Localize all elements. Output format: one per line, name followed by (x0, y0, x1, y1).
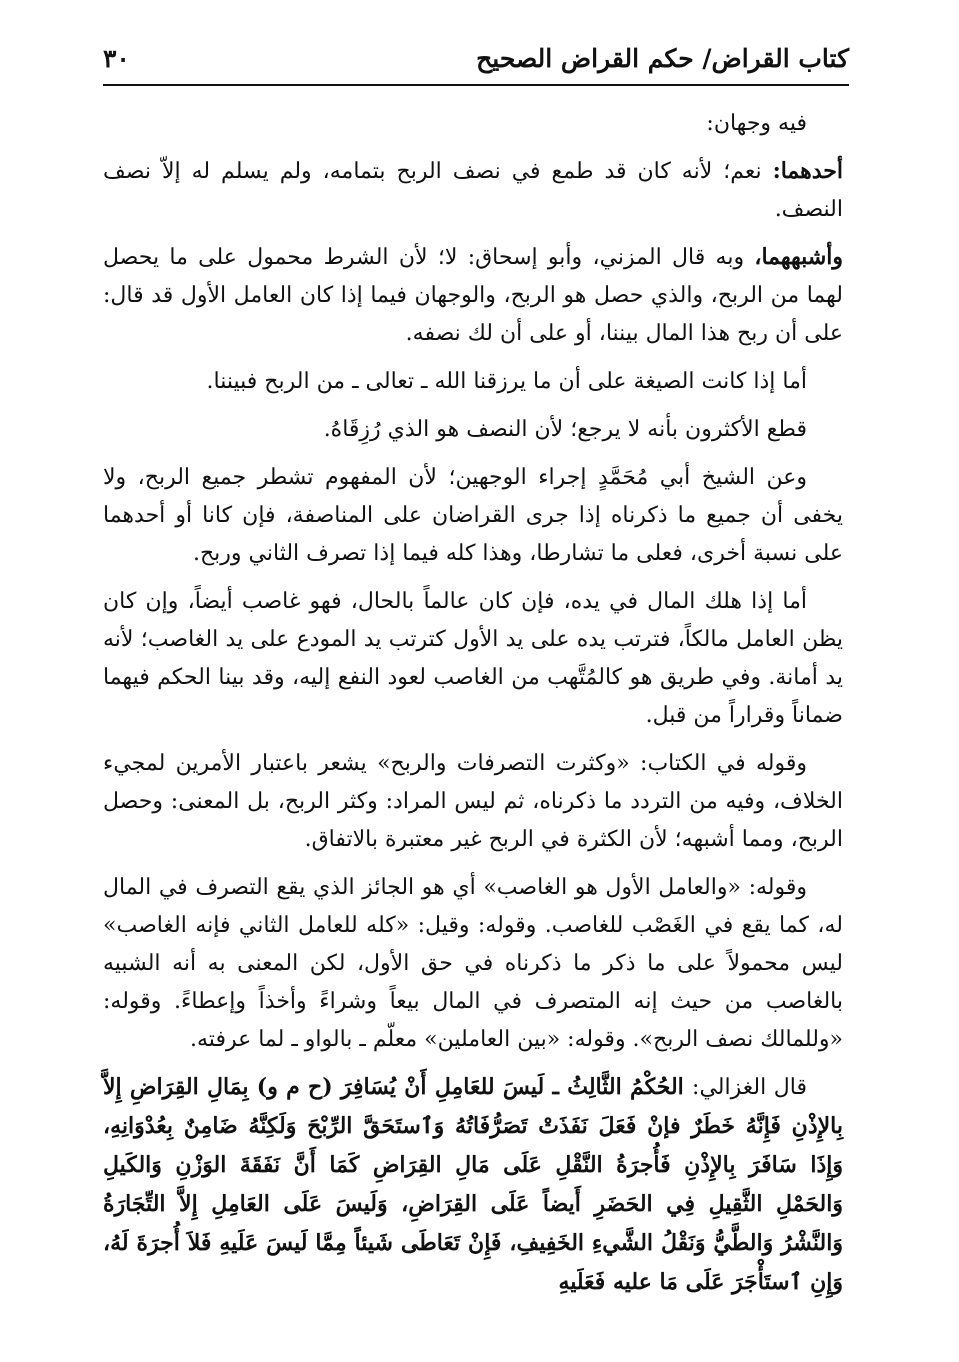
paragraph-3 (103, 238, 843, 353)
paragraph-text: أما إذا هلك المال في يده، فإن كان عالماً بالحال، فهو غاصب أيضاً، وإن كان يظن العامل مالكاً، فترتب يده على يد الأول كترتب يد المودع على يد الغاصب؛ لأنه يد أمانة. وفي طريق هو كالمُتَّهب من الغاصب لعود النفع إليه، وقد بينا الحكم فيهما ضماناً وقراراً من قبل. (103, 589, 843, 728)
paragraph-lead: أحدهما: (772, 158, 843, 184)
paragraph-8 (103, 744, 843, 859)
paragraph-4 (103, 362, 843, 401)
header-divider (103, 84, 849, 86)
paragraph-1 (103, 104, 843, 143)
paragraph-text: وعن الشيخ أبي مُحَمَّدٍ إجراء الوجهين؛ لأن المفهوم تشطر جميع الربح، ولا يخفى أن جميع ما ذكرناه إذا جرى القراضان على المناصفة، فإن كانا أو أحدهما على نسبة أخرى، فعلى ما تشارطا، وهذا كله فيما إذا تصرف الثاني وربح. (103, 465, 843, 566)
paragraph-lead: وأشبههما، (754, 244, 843, 270)
running-title: كتاب القراض/ حكم القراض الصحيح (476, 43, 849, 73)
paragraph-text: وبه قال المزني، وأبو إسحاق: لا؛ لأن الشرط محمول على ما يحصل لهما من الربح، والذي حصل هو الربح، والوجهان فيما إذا كان العامل الأول قد قال: على أن ربح هذا المال بيننا، أو على أن لك نصفه. (103, 245, 843, 346)
paragraph-text: وقوله: «والعامل الأول هو الغاصب» أي هو الجائز الذي يقع التصرف في المال له، كما يقع في الغَصْب للغاصب. وقوله: وقيل: «كله للعامل الثاني فإنه الغاصب» ليس محمولاً على ما ذكر ما ذكرناه في حق الأول، لكن المعنى به أنه الشبيه بالغاصب من حيث إنه المتصرف في المال بيعاً وشراءً وأخذاً وإعطاءً. وقوله: «وللمالك نصف الربح». وقوله: «بين العاملين» معلّم ـ بالواو ـ لما عرفته. (103, 875, 843, 1052)
paragraph-lead: قال الغزالي: (692, 1075, 807, 1100)
paragraph-2 (103, 152, 843, 229)
paragraph-7 (103, 582, 843, 735)
paragraph-10-matn (103, 1068, 843, 1302)
page-number: ٣٠ (103, 43, 130, 73)
paragraph-text: فيه وجهان: (706, 111, 807, 136)
paragraph-6 (103, 458, 843, 573)
paragraph-text: وقوله في الكتاب: «وكثرت التصرفات والربح» يشعر باعتبار الأمرين لمجيء الخلاف، وفيه من التردد ما ذكرناه، ثم ليس المراد: وكثر الربح، بل المعنى: وحصل الربح، ومما أشبهه؛ لأن الكثرة في الربح غير معتبرة بالاتفاق. (103, 751, 843, 852)
paragraph-text: قطع الأكثرون بأنه لا يرجع؛ لأن النصف هو الذي رُزِقَاهُ. (323, 417, 807, 442)
paragraph-text: أما إذا كانت الصيغة على أن ما يرزقنا الله ـ تعالى ـ من الربح فبيننا. (206, 369, 807, 394)
page-header (103, 34, 849, 82)
paragraph-5 (103, 410, 843, 449)
paragraph-9 (103, 868, 843, 1059)
paragraph-text: نعم؛ لأنه كان قد طمع في نصف الربح بتمامه، ولم يسلم له إلاّ نصف النصف. (103, 159, 843, 222)
page-body (103, 104, 843, 1311)
matn-text: الحُكْمُ الثَّالِثُ ـ لَيسَ للعَامِلِ أَنْ يُسَافِرَ (ح م و) بِمَالِ القِرَاضِ إِلاَّ بِالإِذْنِ فَإِنَّهُ خَطَرٌ فإنْ فَعَلَ نَفَذَتْ تَصَرُّفَاتُهُ وَٱستَحَقَّ الرِّبْحَ وَلَكِنَّهُ ضَامِنٌ بِعُدْوَانِهِ، وَإِذَا سَافَرَ بِالإِذْنِ فَأُجرَةُ النَّقْلِ عَلَى مَالِ القِرَاضِ كَمَا أَنَّ نَفَقَةَ الوَزْنِ وَالكَيلِ وَالحَمْلِ الثَّقِيلِ فِي الحَضَرِ أَيضاً عَلَى القِرَاضِ، وَلَيسَ عَلَى العَامِلِ إِلاَّ التِّجَارَةُ وَالنَّشْرُ وَالطَّيُّ وَنَقْلُ الشَّيءِ الخَفِيفِ، فَإِنْ تَعَاطَى شَيئاً مِمَّا لَيسَ عَلَيهِ فَلاَ أُجرَةَ لَهُ، وَإِنِ ٱستَأْجَرَ عَلَى مَا عليه فَعَلَيهِ (103, 1074, 843, 1295)
